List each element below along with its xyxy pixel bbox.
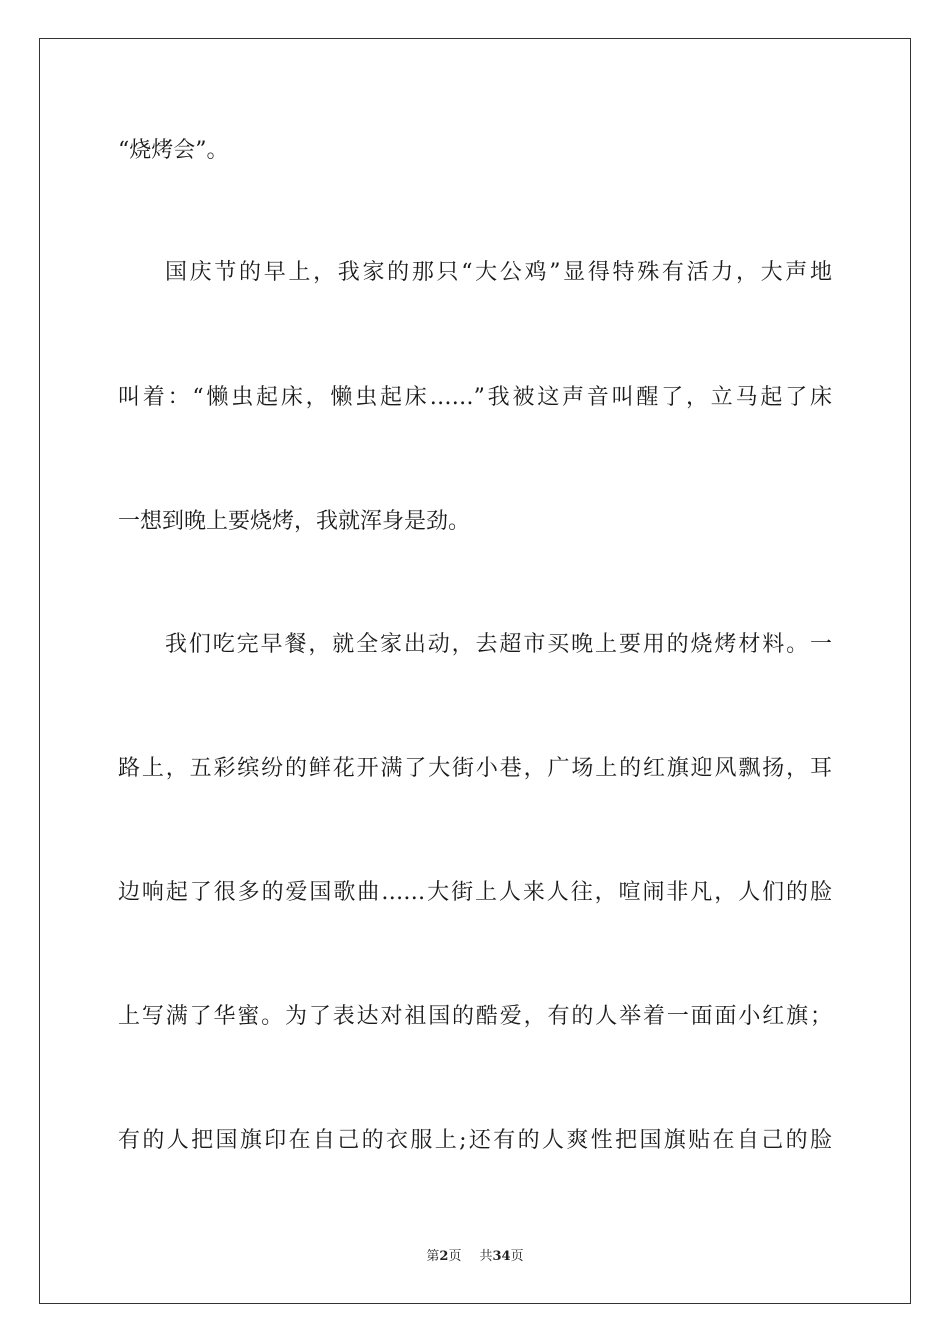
text-line-7: 边响起了很多的爱国歌曲……大街上人来人往，喧闹非凡，人们的脸 bbox=[118, 880, 832, 905]
text-line-6: 路上，五彩缤纷的鲜花开满了大街小巷，广场上的红旗迎风飘扬，耳 bbox=[118, 756, 832, 781]
text-line-2: 国庆节的早上，我家的那只“大公鸡”显得特殊有活力，大声地 bbox=[165, 260, 832, 285]
page-border bbox=[39, 38, 911, 1304]
page-prefix: 第 bbox=[426, 1249, 440, 1264]
page-current: 2 bbox=[439, 1249, 449, 1264]
page-total: 34 bbox=[492, 1249, 511, 1264]
page-suffix: 页 bbox=[448, 1249, 462, 1264]
text-line-1: “烧烤会”。 bbox=[118, 138, 229, 163]
text-line-3: 叫着：“懒虫起床，懒虫起床……”我被这声音叫醒了，立马起了床 bbox=[118, 385, 832, 410]
page-footer bbox=[0, 1247, 950, 1267]
text-line-8: 上写满了华蜜。为了表达对祖国的酷爱，有的人举着一面面小红旗； bbox=[118, 1004, 832, 1029]
total-suffix: 页 bbox=[510, 1249, 524, 1264]
text-line-5: 我们吃完早餐，就全家出动，去超市买晚上要用的烧烤材料。一 bbox=[165, 632, 832, 657]
text-line-9: 有的人把国旗印在自己的衣服上;还有的人爽性把国旗贴在自己的脸 bbox=[118, 1128, 832, 1153]
total-prefix: 共 bbox=[479, 1249, 493, 1264]
text-line-4: 一想到晚上要烧烤，我就浑身是劲。 bbox=[118, 509, 471, 534]
